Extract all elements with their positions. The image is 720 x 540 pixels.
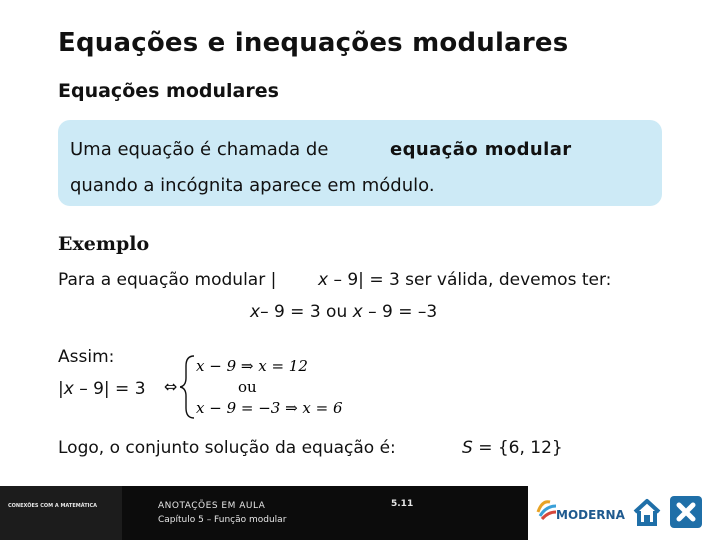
publisher-name: MODERNA bbox=[556, 508, 625, 522]
footer-left-panel bbox=[0, 486, 122, 540]
var-x: x bbox=[318, 270, 329, 290]
example-conditions bbox=[250, 302, 437, 322]
close-icon[interactable] bbox=[670, 496, 702, 528]
section-subtitle: Equações modulares bbox=[58, 80, 279, 102]
example-heading: Exemplo bbox=[58, 233, 150, 255]
moderna-logo-icon bbox=[536, 498, 558, 520]
cond-mid: – 9 = 3 ou bbox=[260, 302, 353, 322]
statement-rest: – 9| = 3 ser válida, devemos ter: bbox=[328, 270, 612, 290]
definition-text-2: quando a incógnita aparece em módulo. bbox=[70, 175, 435, 196]
cond-end: – 9 = –3 bbox=[362, 302, 438, 322]
home-icon[interactable] bbox=[632, 496, 662, 528]
var-s: S bbox=[462, 438, 473, 458]
page-number: 5.11 bbox=[391, 499, 414, 509]
iff-symbol: ⇔ bbox=[164, 377, 178, 396]
lhs-bar: | bbox=[58, 379, 64, 399]
definition-text-1: Uma equação é chamada de bbox=[70, 139, 329, 160]
assim-label: Assim: bbox=[58, 347, 115, 367]
equation-lhs bbox=[58, 379, 146, 399]
solution-set bbox=[462, 438, 563, 458]
notes-title: ANOTAÇÕES EM AULA bbox=[158, 501, 266, 511]
var-x: x bbox=[63, 379, 74, 399]
lhs-rest: – 9| = 3 bbox=[73, 379, 146, 399]
page-title: Equações e inequações modulares bbox=[58, 28, 569, 58]
system-line-1: x − 9 ⇒ x = 12 bbox=[196, 357, 308, 375]
equation-system bbox=[180, 352, 380, 422]
system-line-2: x − 9 = −3 ⇒ x = 6 bbox=[196, 399, 343, 417]
example-statement-b bbox=[318, 270, 611, 290]
system-ou: ou bbox=[238, 378, 257, 396]
series-logo-text: CONEXÕES COM A MATEMÁTICA bbox=[8, 503, 98, 509]
system-brace bbox=[180, 356, 194, 418]
var-x: x bbox=[250, 302, 261, 322]
notes-subtitle: Capítulo 5 – Função modular bbox=[158, 515, 287, 525]
definition-term: equação modular bbox=[390, 139, 572, 160]
conclusion-text: Logo, o conjunto solução da equação é: bbox=[58, 438, 396, 458]
solution-rest: = {6, 12} bbox=[472, 438, 563, 458]
example-statement-a: Para a equação modular | bbox=[58, 270, 277, 290]
var-x: x bbox=[352, 302, 363, 322]
